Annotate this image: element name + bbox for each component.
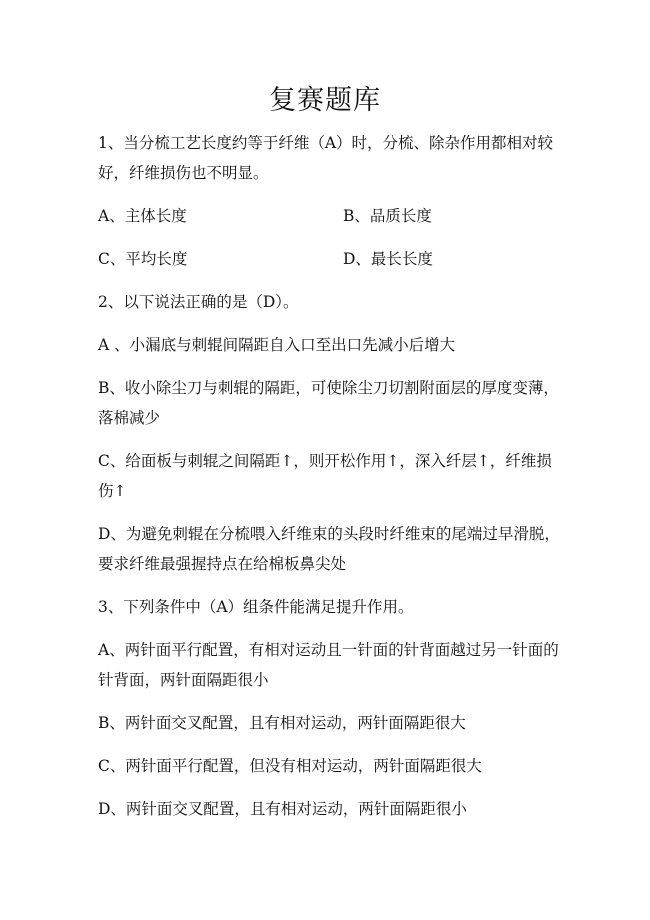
question-1-option-c: C、平均长度 — [98, 250, 188, 268]
question-3-option-d: D、两针面交叉配置，且有相对运动，两针面隔距很小 — [98, 800, 467, 818]
question-list — [98, 128, 562, 837]
question-3-stem: 3、下列条件中（A）组条件能满足提升作用。 — [98, 598, 414, 616]
question-3-option-c: C、两针面平行配置，但没有相对运动，两针面隔距很大 — [98, 757, 482, 775]
question-2-option-d: D、为避免刺辊在分梳喂入纤维束的头段时纤维束的尾端过早滑脱，要求纤维最强握持点在给棉板鼻尖处 — [98, 525, 560, 573]
question-3-option-b: B、两针面交叉配置，且有相对运动，两针面隔距很大 — [98, 714, 466, 732]
question-1-option-b: B、品质长度 — [343, 207, 432, 225]
question-2-option-c: C、给面板与刺辊之间隔距↑，则开松作用↑，深入纤层↑，纤维损伤↑ — [98, 452, 552, 500]
question-1-options-row-2 — [98, 244, 562, 274]
question-1-stem: 1、当分梳工艺长度约等于纤维（A）时，分梳、除杂作用都相对较好，纤维损伤也不明显。 — [98, 134, 554, 182]
question-1-option-d: D、最长长度 — [343, 250, 433, 268]
question-2-stem: 2、以下说法正确的是（D）。 — [98, 293, 299, 311]
question-1-option-a: A、主体长度 — [98, 207, 187, 225]
question-3-option-a: A、两针面平行配置，有相对运动且一针面的针背面越过另一针面的针背面，两针面隔距很小 — [98, 641, 559, 689]
question-1-options-row-1 — [98, 201, 562, 231]
question-2-option-b: B、收小除尘刀与刺辊的隔距，可使除尘刀切割附面层的厚度变薄，落棉减少 — [98, 379, 559, 427]
page-title: 复赛题库 — [269, 85, 381, 116]
question-2-option-a: A 、小漏底与刺辊间隔距自入口至出口先减小后增大 — [98, 336, 456, 354]
